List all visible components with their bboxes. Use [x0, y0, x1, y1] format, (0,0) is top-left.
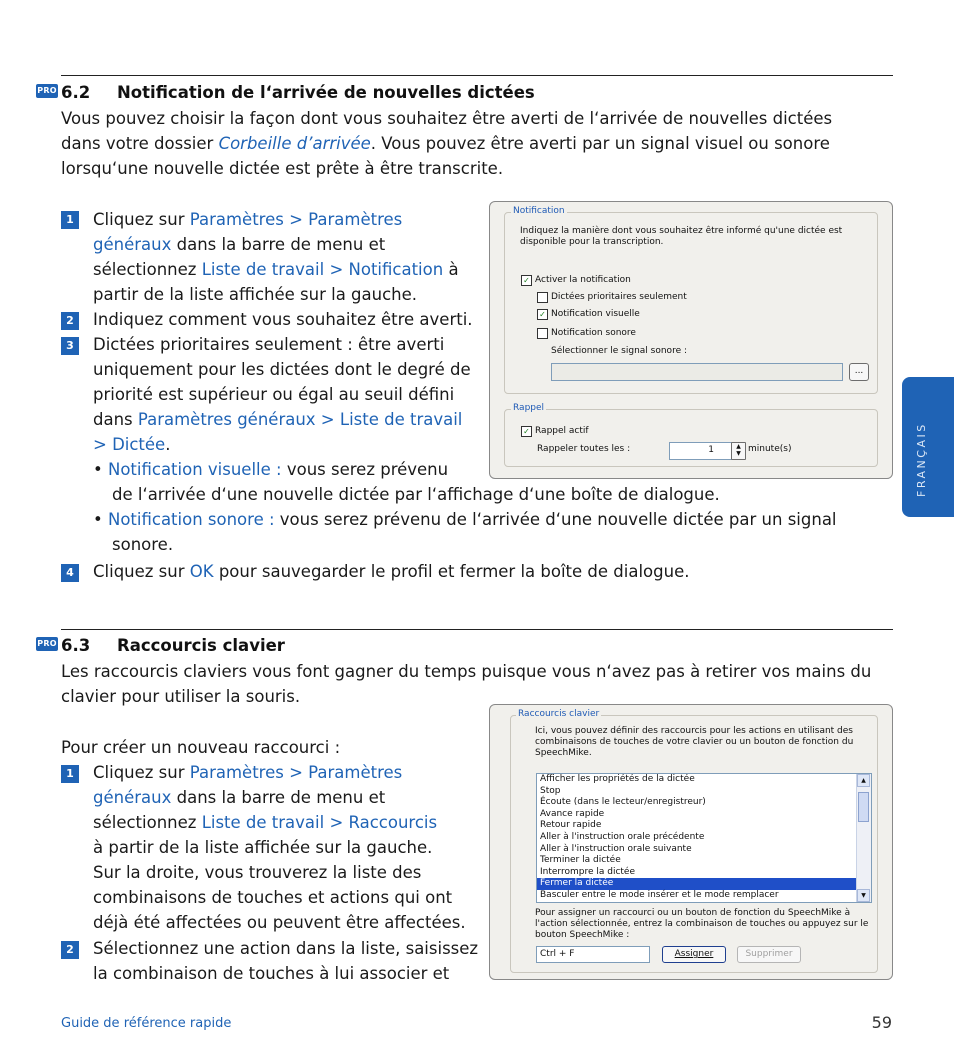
step-number-4: 4: [61, 564, 79, 582]
action-list-item[interactable]: Basculer entre le mode insérer et le mode remplacer: [540, 889, 779, 900]
delete-button[interactable]: Supprimer: [737, 946, 801, 963]
intro-line: Vous pouvez choisir la façon dont vous souhaitez être averti de l‘arrivée de nouvelles dictées: [61, 109, 833, 128]
step-number-1: 1: [61, 211, 79, 229]
action-list-item[interactable]: Aller à l'instruction orale précédente: [540, 831, 705, 842]
reminder-interval-label: Rappeler toutes les :: [537, 444, 631, 454]
reminder-active-label: Rappel actif: [535, 426, 589, 436]
reminder-active-checkbox[interactable]: ✓: [521, 426, 532, 437]
step-text: Sur la droite, vous trouverez la liste des: [93, 863, 422, 882]
visual-notification-checkbox[interactable]: ✓: [537, 309, 548, 320]
scrollbar[interactable]: [856, 774, 871, 902]
pro-badge: PRO: [36, 637, 58, 651]
assign-description: Pour assigner un raccourci ou un bouton de fonction du SpeechMike à l'action sélectionnée, entrez la combinaison de touches ou appuyez sur le bouton SpeechMike :: [535, 908, 869, 940]
section-title: Notification de l‘arrivée de nouvelles dictées: [117, 83, 535, 102]
sound-signal-field[interactable]: [551, 363, 843, 381]
sound-signal-label: Sélectionner le signal sonore :: [551, 346, 687, 356]
section-heading-6-2: [61, 83, 535, 102]
action-list-item[interactable]: Interrompre la dictée: [540, 866, 635, 877]
step-text: partir de la liste affichée sur la gauche.: [93, 285, 418, 304]
step-text: généraux dans la barre de menu et: [93, 788, 386, 807]
action-list-item[interactable]: Avance rapide: [540, 808, 605, 819]
section-title: Raccourcis clavier: [117, 636, 285, 655]
step-text: à partir de la liste affichée sur la gauche.: [93, 838, 433, 857]
priority-only-label: Dictées prioritaires seulement: [551, 292, 687, 302]
step-text: > Dictée.: [93, 435, 171, 454]
language-side-tab: [902, 377, 954, 517]
step-text: généraux dans la barre de menu et: [93, 235, 386, 254]
assign-button[interactable]: Assigner: [662, 946, 726, 963]
scroll-up-icon[interactable]: ▲: [857, 774, 870, 787]
section-rule-6-2: [61, 75, 893, 76]
notification-description: Indiquez la manière dont vous souhaitez être informé qu'une dictée est disponible pour la transcription.: [520, 226, 843, 247]
step-text: la combinaison de touches à lui associer et: [93, 964, 450, 983]
step-text: Indiquez comment vous souhaitez être averti.: [93, 310, 473, 329]
create-shortcut-intro: Pour créer un nouveau raccourci :: [61, 738, 341, 757]
step-text: combinaisons de touches et actions qui ont: [93, 888, 453, 907]
intro-line: Les raccourcis claviers vous font gagner du temps puisque vous n‘avez pas à retirer vos mains du: [61, 662, 872, 681]
step-text: déjà été affectées ou peuvent être affectées.: [93, 913, 466, 932]
section-heading-6-3: [61, 636, 285, 655]
priority-only-checkbox[interactable]: [537, 292, 548, 303]
shortcut-value: Ctrl + F: [540, 949, 575, 959]
footer-guide-title: Guide de référence rapide: [61, 1016, 232, 1031]
action-list-item[interactable]: Aller à l'instruction orale suivante: [540, 843, 692, 854]
step-text: Cliquez sur Paramètres > Paramètres: [93, 210, 403, 229]
scroll-down-icon[interactable]: ▼: [857, 889, 870, 902]
shortcuts-group-title: Raccourcis clavier: [518, 709, 600, 719]
step-number-3: 3: [61, 337, 79, 355]
step-number-1: 1: [61, 765, 79, 783]
activate-notification-label: Activer la notification: [535, 275, 631, 285]
action-list-item[interactable]: Fermer la dictée: [537, 878, 857, 890]
step-text: sélectionnez Liste de travail > Raccourcis: [93, 813, 438, 832]
notification-group-title: Notification: [513, 206, 565, 216]
step-number-2: 2: [61, 941, 79, 959]
notification-dialog: [489, 201, 893, 479]
browse-button[interactable]: ...: [849, 363, 869, 381]
action-list-item[interactable]: Retour rapide: [540, 820, 602, 831]
scroll-thumb[interactable]: [858, 792, 869, 822]
sound-notification-label: Notification sonore: [551, 328, 636, 338]
reminder-interval-field[interactable]: [669, 442, 735, 460]
section-number: 6.2: [61, 83, 91, 102]
activate-notification-checkbox[interactable]: ✓: [521, 275, 532, 286]
action-list-item[interactable]: Afficher les propriétés de la dictée: [540, 774, 695, 784]
bullet-visual-cont: de l‘arrivée d‘une nouvelle dictée par l‘affichage d‘une boîte de dialogue.: [112, 485, 720, 504]
reminder-group-title: Rappel: [513, 403, 545, 413]
step-text: Cliquez sur OK pour sauvegarder le profil et fermer la boîte de dialogue.: [93, 562, 690, 581]
step-text: dans Paramètres généraux > Liste de travail: [93, 410, 463, 429]
step-text: sélectionnez Liste de travail > Notification à: [93, 260, 459, 279]
action-list-item[interactable]: Stop: [540, 785, 561, 796]
language-label: FRANÇAIS: [915, 422, 928, 497]
visual-notification-label: Notification visuelle: [551, 309, 640, 319]
spinner-icon[interactable]: ▲ ▼: [731, 442, 746, 460]
sound-notification-checkbox[interactable]: [537, 328, 548, 339]
pro-badge: PRO: [36, 84, 58, 98]
bullet-sound: • Notification sonore : vous serez prévenu de l‘arrivée d‘une nouvelle dictée par un signal: [93, 510, 837, 529]
bullet-sound-cont: sonore.: [112, 535, 174, 554]
intro-line: clavier pour utiliser la souris.: [61, 687, 301, 706]
shortcuts-description: Ici, vous pouvez définir des raccourcis pour les actions en utilisant des combinaisons de touches de votre clavier ou un bouton de fonction du SpeechMike.: [535, 726, 854, 758]
reminder-unit: minute(s): [748, 444, 792, 454]
action-list-item[interactable]: Terminer la dictée: [540, 855, 621, 866]
intro-line: dans votre dossier Corbeille d’arrivée. Vous pouvez être averti par un signal visuel ou sonore: [61, 134, 830, 153]
bullet-visual: • Notification visuelle : vous serez prévenu: [93, 460, 449, 479]
intro-line: lorsqu‘une nouvelle dictée est prête à être transcrite.: [61, 159, 504, 178]
section-rule-6-3: [61, 629, 893, 630]
page-number: 59: [871, 1013, 892, 1032]
step-text: Dictées prioritaires seulement : être averti: [93, 335, 445, 354]
reminder-interval-value: 1: [708, 445, 714, 455]
section-number: 6.3: [61, 636, 91, 655]
shortcut-input[interactable]: [536, 946, 650, 963]
step-text: Cliquez sur Paramètres > Paramètres: [93, 763, 403, 782]
shortcuts-dialog: [489, 704, 893, 980]
actions-list[interactable]: [536, 773, 872, 903]
step-number-2: 2: [61, 312, 79, 330]
step-text: priorité est supérieur ou égal au seuil défini: [93, 385, 455, 404]
step-text: uniquement pour les dictées dont le degré de: [93, 360, 471, 379]
action-list-item[interactable]: Écoute (dans le lecteur/enregistreur): [540, 797, 706, 808]
step-text: Sélectionnez une action dans la liste, saisissez: [93, 939, 479, 958]
inbox-link: Corbeille d’arrivée: [218, 134, 371, 153]
